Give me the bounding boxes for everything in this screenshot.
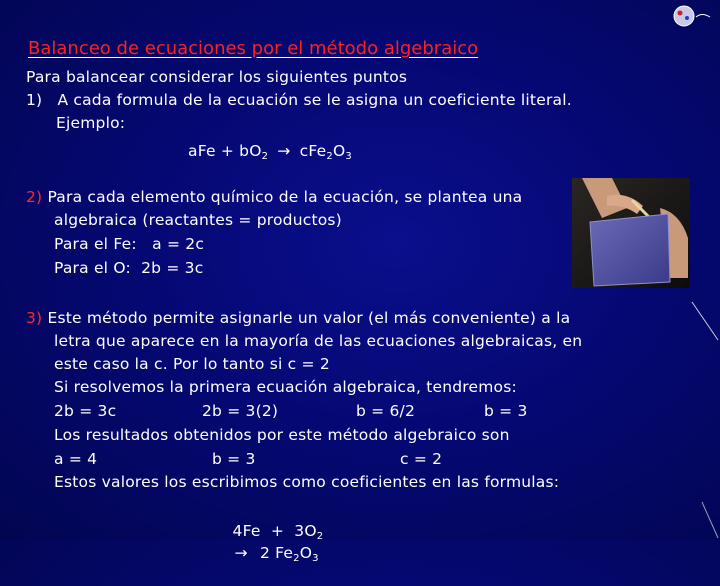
point-3-line6: Los resultados obtenidos por este método algebraico son bbox=[54, 426, 510, 444]
decorative-line bbox=[690, 300, 720, 360]
step-4: b = 3 bbox=[484, 402, 528, 420]
intro-text: Para balancear considerar los siguientes puntos bbox=[26, 68, 408, 86]
result-a: a = 4 bbox=[54, 450, 98, 468]
point-3 bbox=[26, 307, 570, 329]
point-2-line1: Para cada elemento químico de la ecuación, se plantea una bbox=[47, 188, 523, 206]
point-2-line3: Para el Fe: a = 2c bbox=[54, 235, 205, 253]
point-2-line4: Para el O: 2b = 3c bbox=[54, 259, 204, 277]
decorative-line bbox=[700, 500, 720, 540]
example-label: Ejemplo: bbox=[56, 114, 126, 132]
example-equation: aFe + $bO_2 \to cFe_2O_3$ bbox=[188, 142, 352, 162]
point-1-text: A cada formula de la ecuación se le asigna un coeficiente literal. bbox=[57, 91, 572, 109]
point-3-line1: Este método permite asignarle un valor (el más conveniente) a la bbox=[47, 309, 571, 327]
step-2: 2b = 3(2) bbox=[202, 402, 279, 420]
slide-title: Balanceo de ecuaciones por el método algebraico bbox=[28, 38, 479, 59]
point-2-number: 2) bbox=[26, 188, 43, 206]
point-3-number: 3) bbox=[26, 309, 43, 327]
result-c: c = 2 bbox=[400, 450, 443, 468]
point-1-number: 1) bbox=[26, 91, 43, 109]
point-3-line3: este caso la c. Por lo tanto si c = 2 bbox=[54, 355, 330, 373]
result-b: b = 3 bbox=[212, 450, 256, 468]
step-1: 2b = 3c bbox=[54, 402, 117, 420]
point-3-line2: letra que aparece en la mayoría de las ecuaciones algebraicas, en bbox=[54, 332, 583, 350]
point-1 bbox=[26, 89, 572, 111]
step-3: b = 6/2 bbox=[356, 402, 416, 420]
point-2-line2: algebraica (reactantes = productos) bbox=[54, 211, 342, 229]
arrow-icon: → bbox=[234, 544, 248, 562]
point-2 bbox=[26, 186, 522, 208]
match-photo bbox=[572, 178, 690, 288]
point-3-line8: Estos valores los escribimos como coeficientes en las formulas: bbox=[54, 473, 560, 491]
final-equation: $4Fe + 3O_2$ → 2 $Fe_2O_3$ bbox=[232, 522, 324, 564]
arrow-icon: → bbox=[277, 142, 291, 160]
logo-icon bbox=[670, 2, 714, 30]
point-3-line4: Si resolvemos la primera ecuación algebraica, tendremos: bbox=[54, 378, 517, 396]
